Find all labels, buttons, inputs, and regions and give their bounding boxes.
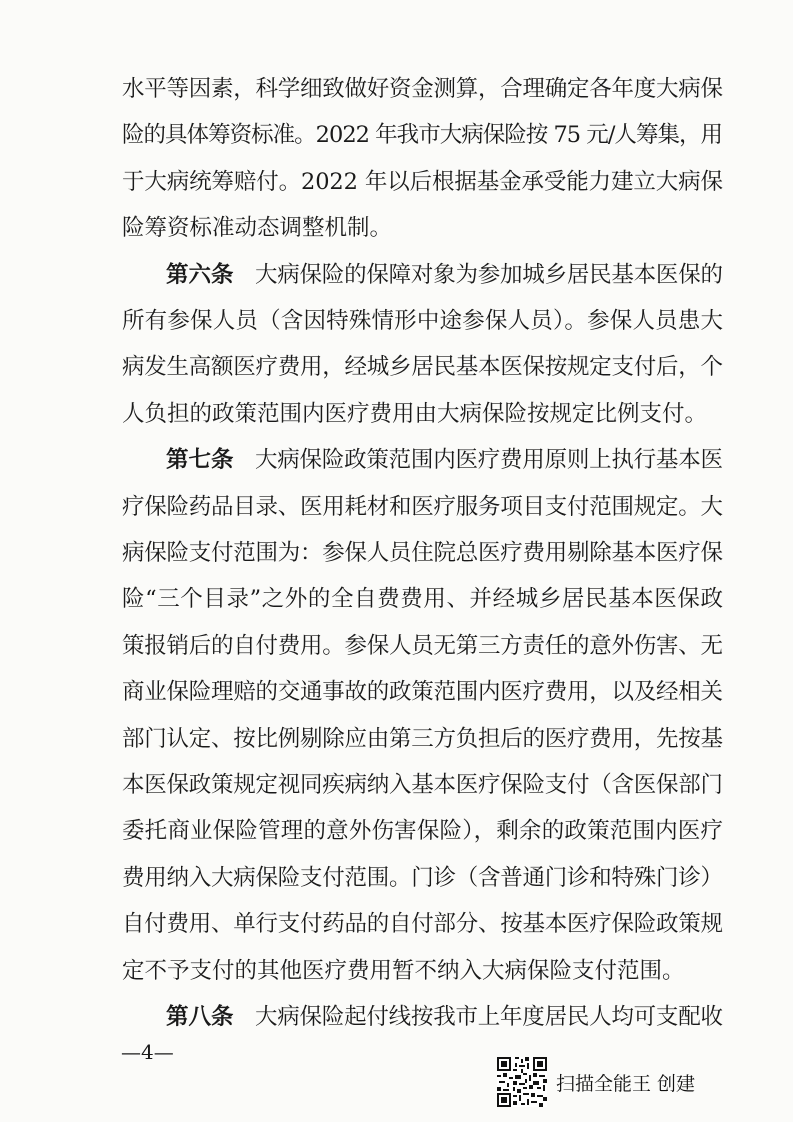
line-text: 委托商业保险管理的意外伤害保险），剩余的政策范围内医疗 bbox=[122, 818, 724, 845]
text-line bbox=[0, 948, 793, 994]
scanner-app-label: 扫描全能王 创建 bbox=[556, 1073, 696, 1095]
line-text: 病保险支付范围为：参保人员住院总医疗费用剔除基本医疗保 bbox=[122, 540, 723, 566]
line-text: 费用纳入大病保险支付范围。门诊（含普通门诊和特殊门诊） bbox=[122, 864, 723, 891]
line-text: 大病保险政策范围内医疗费用原则上执行基本医 bbox=[255, 447, 723, 474]
text-line bbox=[0, 112, 793, 158]
qr-code-icon bbox=[497, 1057, 547, 1107]
line-text: 大病保险的保障对象为参加城乡居民基本医保的 bbox=[255, 261, 723, 288]
line-text: 险筹资标准动态调整机制。 bbox=[122, 215, 393, 242]
page-number: —4— bbox=[121, 1040, 174, 1064]
text-line bbox=[0, 623, 793, 669]
line-text: 部门认定、按比例剔除应由第三方负担后的医疗费用，先按基 bbox=[122, 725, 723, 752]
text-line bbox=[0, 484, 793, 530]
line-text: 策报销后的自付费用。参保人员无第三方责任的意外伤害、无 bbox=[122, 632, 723, 659]
line-text: 人负担的政策范围内医疗费用由大病保险按规定比例支付。 bbox=[122, 400, 708, 427]
line-text: 商业保险理赔的交通事故的政策范围内医疗费用，以及经相关 bbox=[122, 679, 723, 706]
text-line bbox=[0, 716, 793, 762]
line-text: 自付费用、单行支付药品的自付部分、按基本医疗保险政策规 bbox=[122, 911, 723, 938]
text-line bbox=[0, 391, 793, 437]
text-line bbox=[0, 530, 793, 576]
text-line bbox=[0, 252, 793, 298]
article-heading: 第七条 bbox=[166, 447, 234, 474]
line-text: 大病保险起付线按我市上年度居民人均可支配收 bbox=[255, 1004, 723, 1030]
line-text: 水平等因素，科学细致做好资金测算，合理确定各年度大病保 bbox=[122, 76, 723, 102]
text-line bbox=[0, 994, 793, 1040]
text-line bbox=[0, 762, 793, 808]
text-line bbox=[0, 205, 793, 251]
text-line bbox=[0, 66, 793, 112]
text-line bbox=[0, 437, 793, 483]
text-line bbox=[0, 669, 793, 715]
line-text: 定不予支付的其他医疗费用暂不纳入大病保险支付范围。 bbox=[122, 957, 685, 984]
line-text: 所有参保人员（含因特殊情形中途参保人员）。参保人员患大 bbox=[122, 308, 724, 334]
line-text: 于大病统筹赔付。2022 年以后根据基金承受能力建立大病保 bbox=[122, 168, 723, 195]
line-text: 险“三个目录”之外的全自费费用、并经城乡居民基本医保政 bbox=[122, 586, 724, 613]
text-line bbox=[0, 808, 793, 854]
line-text: 病发生高额医疗费用，经城乡居民基本医保按规定支付后，个 bbox=[122, 354, 723, 381]
line-text: 疗保险药品目录、医用耗材和医疗服务项目支付范围规定。大 bbox=[122, 493, 723, 520]
line-text: 本医保政策规定视同疾病纳入基本医疗保险支付（含医保部门 bbox=[122, 772, 723, 798]
text-line bbox=[0, 576, 793, 622]
text-line bbox=[0, 298, 793, 344]
text-line bbox=[0, 901, 793, 947]
text-line bbox=[0, 159, 793, 205]
article-heading: 第八条 bbox=[166, 1004, 234, 1030]
text-line bbox=[0, 855, 793, 901]
line-text: 险的具体筹资标准。2022 年我市大病保险按 75 元/人筹集，用 bbox=[122, 122, 723, 149]
article-heading: 第六条 bbox=[166, 261, 234, 288]
text-line bbox=[0, 344, 793, 390]
